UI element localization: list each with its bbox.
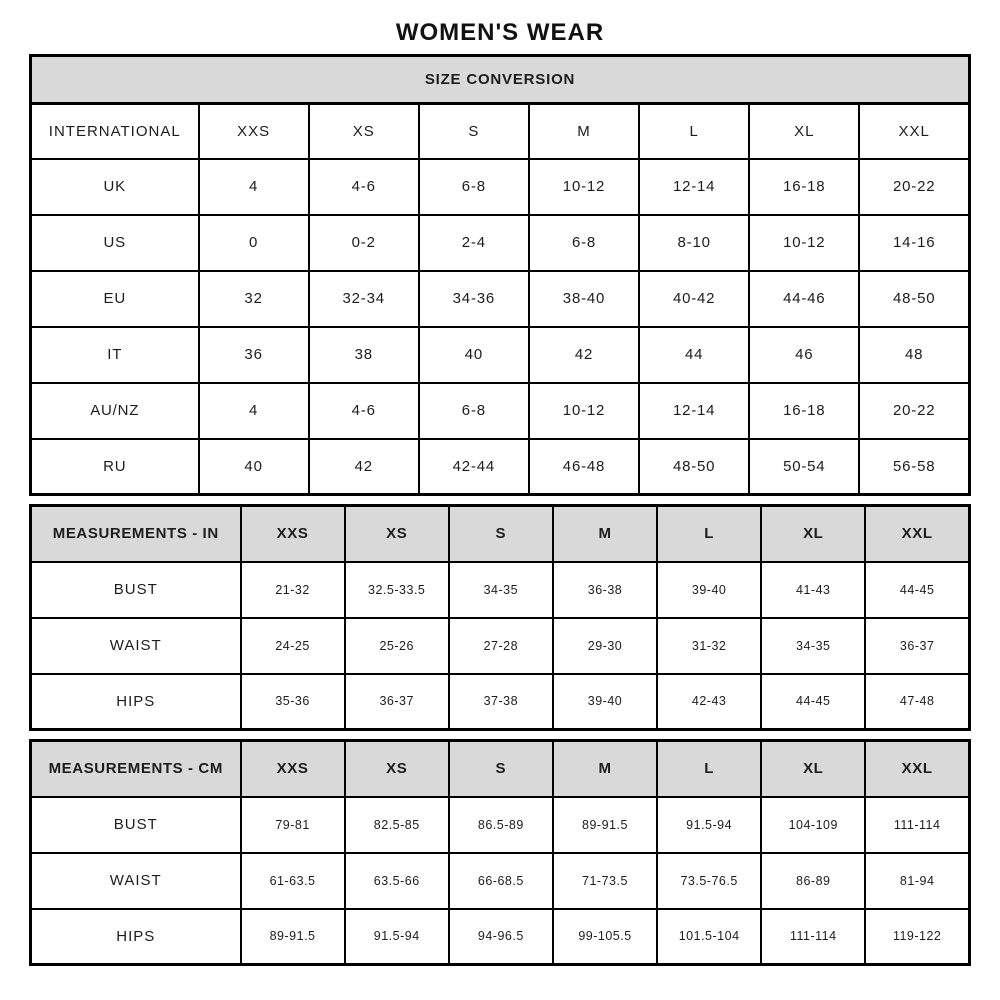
- column-header-m: M: [553, 506, 657, 562]
- table-row-it: [31, 327, 970, 383]
- row-label-eu: EU: [31, 271, 199, 327]
- size-conversion-columns-row: [31, 104, 970, 159]
- table-row-aunz: [31, 383, 970, 439]
- size-cell: 48-50: [859, 271, 969, 327]
- measurement-cell: 47-48: [865, 674, 969, 730]
- size-cell: 12-14: [639, 383, 749, 439]
- measurement-cell: 31-32: [657, 618, 761, 674]
- measurement-cell: 36-38: [553, 562, 657, 618]
- size-cell: 10-12: [529, 159, 639, 215]
- column-header-xs: XS: [345, 741, 449, 797]
- column-header-l: L: [639, 104, 749, 159]
- column-header-xxl: XXL: [859, 104, 969, 159]
- measurement-cell: 63.5-66: [345, 853, 449, 909]
- size-cell: 6-8: [419, 159, 529, 215]
- size-conversion-header-row: [31, 56, 970, 104]
- column-header-xxs: XXS: [241, 741, 345, 797]
- size-cell: 8-10: [639, 215, 749, 271]
- size-cell: 0: [199, 215, 309, 271]
- size-cell: 38: [309, 327, 419, 383]
- table-row-uk: [31, 159, 970, 215]
- measurement-cell: 104-109: [761, 797, 865, 853]
- measurement-cell: 82.5-85: [345, 797, 449, 853]
- column-header-m: M: [529, 104, 639, 159]
- table-row-us: [31, 215, 970, 271]
- size-cell: 42: [309, 439, 419, 495]
- size-cell: 16-18: [749, 383, 859, 439]
- table-row-waist-in: [31, 618, 970, 674]
- size-cell: 38-40: [529, 271, 639, 327]
- measurements-in-table: [29, 504, 971, 731]
- size-cell: 42-44: [419, 439, 529, 495]
- size-cell: 56-58: [859, 439, 969, 495]
- table-row-hips-in: [31, 674, 970, 730]
- row-label-hips: HIPS: [31, 909, 241, 965]
- column-header-xs: XS: [309, 104, 419, 159]
- measurement-cell: 41-43: [761, 562, 865, 618]
- page-title: WOMEN'S WEAR: [395, 19, 605, 46]
- row-label-waist: WAIST: [31, 618, 241, 674]
- measurements-cm-header-row: [31, 741, 970, 797]
- column-header-xl: XL: [761, 506, 865, 562]
- measurement-cell: 119-122: [865, 909, 969, 965]
- size-cell: 6-8: [529, 215, 639, 271]
- measurement-cell: 44-45: [865, 562, 969, 618]
- measurement-cell: 44-45: [761, 674, 865, 730]
- size-cell: 46: [749, 327, 859, 383]
- measurement-cell: 99-105.5: [553, 909, 657, 965]
- size-cell: 14-16: [859, 215, 969, 271]
- measurement-cell: 39-40: [657, 562, 761, 618]
- size-cell: 10-12: [529, 383, 639, 439]
- size-cell: 40: [419, 327, 529, 383]
- measurements-cm-table: [29, 739, 971, 966]
- measurements-in-header-row: [31, 506, 970, 562]
- measurement-cell: 94-96.5: [449, 909, 553, 965]
- measurement-cell: 66-68.5: [449, 853, 553, 909]
- size-cell: 48: [859, 327, 969, 383]
- size-cell: 10-12: [749, 215, 859, 271]
- size-cell: 36: [199, 327, 309, 383]
- size-cell: 12-14: [639, 159, 749, 215]
- column-header-s: S: [419, 104, 529, 159]
- size-conversion-table: [29, 54, 971, 496]
- size-cell: 50-54: [749, 439, 859, 495]
- measurement-cell: 86.5-89: [449, 797, 553, 853]
- measurement-cell: 36-37: [345, 674, 449, 730]
- measurement-cell: 61-63.5: [241, 853, 345, 909]
- size-cell: 4: [199, 159, 309, 215]
- measurement-cell: 73.5-76.5: [657, 853, 761, 909]
- size-cell: 4: [199, 383, 309, 439]
- measurement-cell: 29-30: [553, 618, 657, 674]
- size-cell: 4-6: [309, 383, 419, 439]
- table-row-eu: [31, 271, 970, 327]
- size-cell: 32-34: [309, 271, 419, 327]
- row-label-us: US: [31, 215, 199, 271]
- measurement-cell: 32.5-33.5: [345, 562, 449, 618]
- column-header-s: S: [449, 741, 553, 797]
- size-cell: 40: [199, 439, 309, 495]
- measurement-cell: 91.5-94: [345, 909, 449, 965]
- size-cell: 34-36: [419, 271, 529, 327]
- size-cell: 40-42: [639, 271, 749, 327]
- measurement-cell: 89-91.5: [241, 909, 345, 965]
- measurements-in-header: MEASUREMENTS - IN: [31, 506, 241, 562]
- measurement-cell: 79-81: [241, 797, 345, 853]
- measurement-cell: 111-114: [865, 797, 969, 853]
- column-header-international: INTERNATIONAL: [31, 104, 199, 159]
- measurement-cell: 86-89: [761, 853, 865, 909]
- measurement-cell: 111-114: [761, 909, 865, 965]
- column-header-s: S: [449, 506, 553, 562]
- column-header-xxs: XXS: [241, 506, 345, 562]
- measurement-cell: 42-43: [657, 674, 761, 730]
- row-label-ru: RU: [31, 439, 199, 495]
- size-cell: 48-50: [639, 439, 749, 495]
- row-label-bust: BUST: [31, 562, 241, 618]
- size-cell: 46-48: [529, 439, 639, 495]
- row-label-bust: BUST: [31, 797, 241, 853]
- column-header-xl: XL: [749, 104, 859, 159]
- size-cell: 20-22: [859, 383, 969, 439]
- column-header-xs: XS: [345, 506, 449, 562]
- size-cell: 44-46: [749, 271, 859, 327]
- measurement-cell: 25-26: [345, 618, 449, 674]
- size-conversion-header: SIZE CONVERSION: [31, 56, 970, 104]
- measurement-cell: 21-32: [241, 562, 345, 618]
- measurement-cell: 39-40: [553, 674, 657, 730]
- column-header-xxs: XXS: [199, 104, 309, 159]
- size-cell: 6-8: [419, 383, 529, 439]
- measurements-cm-header: MEASUREMENTS - CM: [31, 741, 241, 797]
- table-row-bust-in: [31, 562, 970, 618]
- measurement-cell: 71-73.5: [553, 853, 657, 909]
- size-cell: 32: [199, 271, 309, 327]
- size-cell: 42: [529, 327, 639, 383]
- table-row-ru: [31, 439, 970, 495]
- measurement-cell: 34-35: [449, 562, 553, 618]
- row-label-it: IT: [31, 327, 199, 383]
- measurement-cell: 34-35: [761, 618, 865, 674]
- column-header-xxl: XXL: [865, 741, 969, 797]
- measurement-cell: 37-38: [449, 674, 553, 730]
- measurement-cell: 24-25: [241, 618, 345, 674]
- size-cell: 0-2: [309, 215, 419, 271]
- size-cell: 2-4: [419, 215, 529, 271]
- table-row-waist-cm: [31, 853, 970, 909]
- measurement-cell: 35-36: [241, 674, 345, 730]
- measurement-cell: 36-37: [865, 618, 969, 674]
- column-header-l: L: [657, 506, 761, 562]
- row-label-waist: WAIST: [31, 853, 241, 909]
- measurement-cell: 89-91.5: [553, 797, 657, 853]
- table-row-bust-cm: [31, 797, 970, 853]
- column-header-xxl: XXL: [865, 506, 969, 562]
- column-header-m: M: [553, 741, 657, 797]
- column-header-l: L: [657, 741, 761, 797]
- row-label-hips: HIPS: [31, 674, 241, 730]
- column-header-xl: XL: [761, 741, 865, 797]
- measurement-cell: 91.5-94: [657, 797, 761, 853]
- size-cell: 44: [639, 327, 749, 383]
- table-row-hips-cm: [31, 909, 970, 965]
- measurement-cell: 101.5-104: [657, 909, 761, 965]
- size-cell: 4-6: [309, 159, 419, 215]
- size-cell: 16-18: [749, 159, 859, 215]
- size-cell: 20-22: [859, 159, 969, 215]
- measurement-cell: 81-94: [865, 853, 969, 909]
- row-label-aunz: AU/NZ: [31, 383, 199, 439]
- row-label-uk: UK: [31, 159, 199, 215]
- measurement-cell: 27-28: [449, 618, 553, 674]
